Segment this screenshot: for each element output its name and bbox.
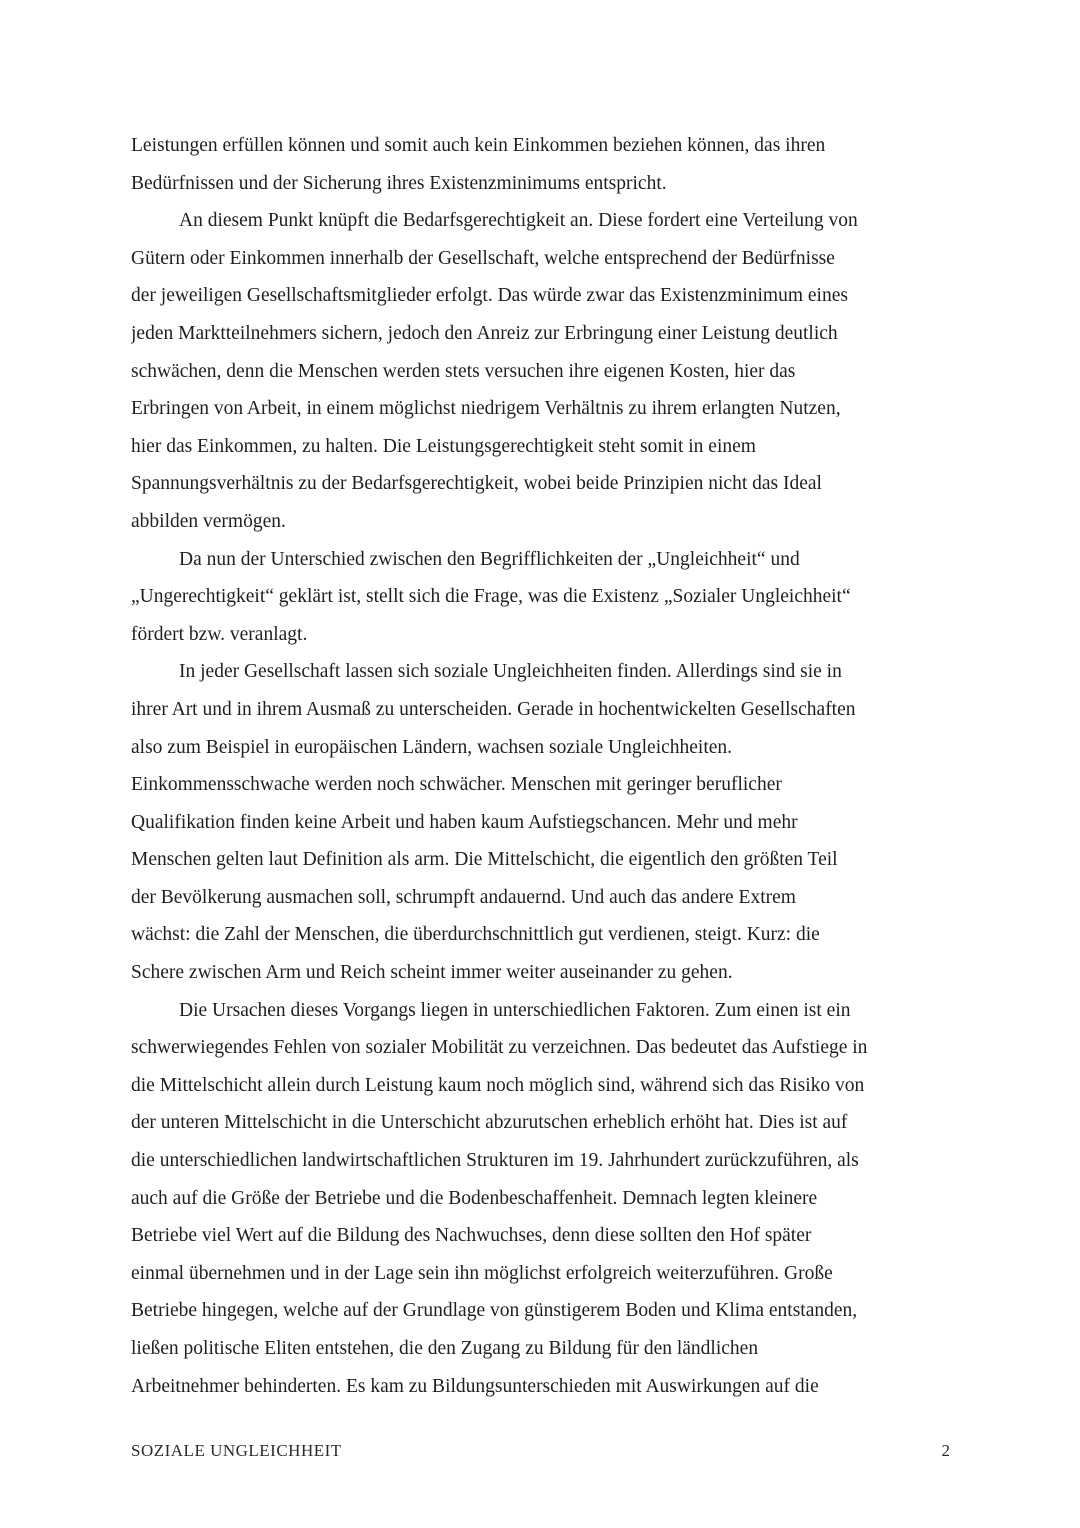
text-line: Betriebe hingegen, welche auf der Grundlage von günstigerem Boden und Klima entstanden, (131, 1300, 858, 1322)
text-line: auch auf die Größe der Betriebe und die Bodenbeschaffenheit. Demnach legten kleinere (131, 1187, 818, 1209)
text-line: Leistungen erfüllen können und somit auch kein Einkommen beziehen können, das ihren (131, 135, 826, 156)
text-line: die unterschiedlichen landwirtschaftlichen Strukturen im 19. Jahrhundert zurückzuführen, als (131, 1150, 859, 1172)
text-line: der jeweiligen Gesellschaftsmitglieder erfolgt. Das würde zwar das Existenzminimum eines (131, 285, 848, 307)
text-line: jeden Marktteilnehmers sichern, jedoch den Anreiz zur Erbringung einer Leistung deutlich (131, 322, 838, 344)
text-line: Menschen gelten laut Definition als arm. Die Mittelschicht, die eigentlich den größten Teil (131, 849, 838, 871)
text-line: einmal übernehmen und in der Lage sein ihn möglichst erfolgreich weiterzuführen. Große (131, 1262, 833, 1284)
text-line: Erbringen von Arbeit, in einem möglichst niedrigem Verhältnis zu ihrem erlangten Nutzen, (131, 398, 841, 420)
text-line: fördert bzw. veranlagt. (131, 623, 308, 645)
text-line: Die Ursachen dieses Vorgangs liegen in unterschiedlichen Faktoren. Zum einen ist ein (179, 999, 851, 1021)
text-line: abbilden vermögen. (131, 510, 286, 532)
footer-title: SOZIALE UNGLEICHHEIT (131, 1441, 342, 1460)
page-number: 2 (941, 1441, 950, 1460)
text-line: der unteren Mittelschicht in die Unterschicht abzurutschen erheblich erhöht hat. Dies ist auf (131, 1112, 848, 1134)
text-line: Qualifikation finden keine Arbeit und haben kaum Aufstiegschancen. Mehr und mehr (131, 811, 798, 833)
text-line: Arbeitnehmer behinderten. Es kam zu Bildungsunterschieden mit Auswirkungen auf die (131, 1375, 819, 1397)
text-line: Einkommensschwache werden noch schwächer. Menschen mit geringer beruflicher (131, 774, 782, 796)
text-line: Bedürfnissen und der Sicherung ihres Existenzminimums entspricht. (131, 172, 667, 194)
text-line: In jeder Gesellschaft lassen sich soziale Ungleichheiten finden. Allerdings sind sie in (179, 661, 842, 683)
text-line: Gütern oder Einkommen innerhalb der Gesellschaft, welche entsprechend der Bedürfnisse (131, 247, 835, 269)
text-line: wächst: die Zahl der Menschen, die überdurchschnittlich gut verdienen, steigt. Kurz: die (131, 924, 820, 946)
text-line: An diesem Punkt knüpft die Bedarfsgerechtigkeit an. Diese fordert eine Verteilung von (179, 210, 858, 232)
text-line: ließen politische Eliten entstehen, die den Zugang zu Bildung für den ländlichen (131, 1338, 759, 1359)
text-line: Da nun der Unterschied zwischen den Begrifflichkeiten der „Ungleichheit“ und (179, 548, 800, 570)
text-line: also zum Beispiel in europäischen Ländern, wachsen soziale Ungleichheiten. (131, 736, 733, 758)
text-line: Betriebe viel Wert auf die Bildung des Nachwuchses, denn diese sollten den Hof später (131, 1225, 812, 1247)
text-line: der Bevölkerung ausmachen soll, schrumpft andauernd. Und auch das andere Extrem (131, 886, 796, 908)
text-line: Spannungsverhältnis zu der Bedarfsgerechtigkeit, wobei beide Prinzipien nicht das Ideal (131, 473, 822, 495)
text-line: schwächen, denn die Menschen werden stets versuchen ihre eigenen Kosten, hier das (131, 360, 796, 382)
text-line: „Ungerechtigkeit“ geklärt ist, stellt sich die Frage, was die Existenz „Sozialer Ungleichheit“ (131, 586, 851, 608)
text-line: schwerwiegendes Fehlen von sozialer Mobilität zu verzeichnen. Das bedeutet das Aufstiege in (131, 1037, 868, 1059)
text-line: die Mittelschicht allein durch Leistung kaum noch möglich sind, während sich das Risiko von (131, 1074, 865, 1096)
text-line: hier das Einkommen, zu halten. Die Leistungsgerechtigkeit steht somit in einem (131, 435, 756, 457)
body-text (131, 127, 951, 1405)
text-line: ihrer Art und in ihrem Ausmaß zu unterscheiden. Gerade in hochentwickelten Gesellschaften (131, 698, 856, 720)
text-line: Schere zwischen Arm und Reich scheint immer weiter auseinander zu gehen. (131, 962, 733, 984)
